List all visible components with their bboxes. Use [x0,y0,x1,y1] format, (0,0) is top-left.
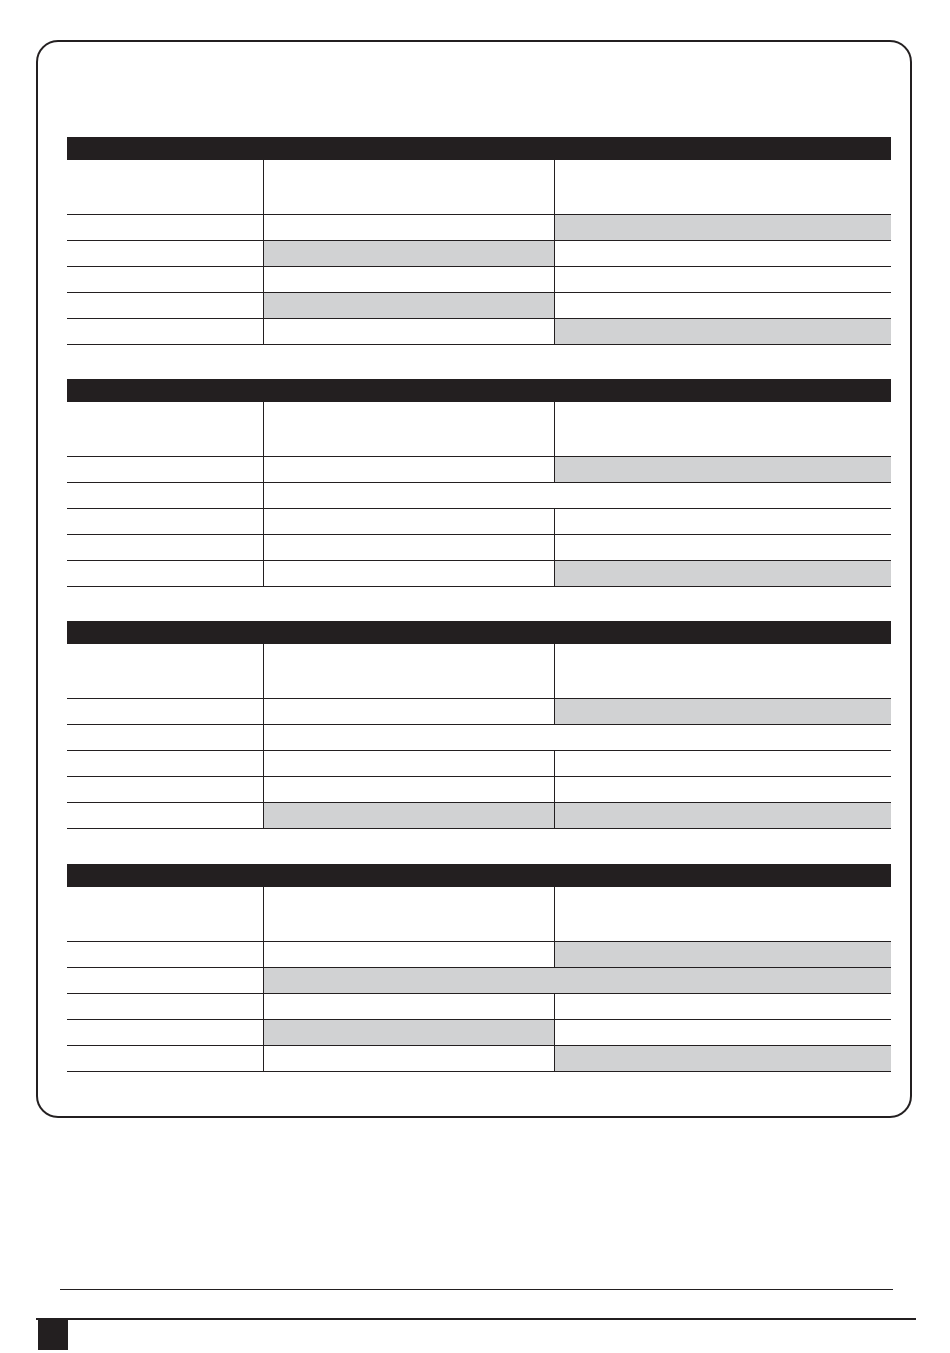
table-cell [554,293,891,318]
table-cell [554,402,891,456]
spec-table-3 [67,621,891,829]
table-cell [554,457,891,482]
table-cell [67,968,263,993]
table-cell [263,319,554,344]
table-cell [554,509,891,534]
table-cell [67,942,263,967]
table-cell [67,215,263,240]
table-cell [67,293,263,318]
table-row [67,699,891,725]
table-cell [67,1020,263,1045]
page-number-tab [38,1320,68,1350]
table-row [67,293,891,319]
table-cell [67,160,263,214]
table-cell [263,777,554,802]
table-cell [554,1046,891,1071]
table-cell [263,402,554,456]
table-row [67,535,891,561]
table-cell [554,644,891,698]
table-cell [263,509,554,534]
table-cell [554,160,891,214]
table-header-bar [67,621,891,644]
table-row [67,994,891,1020]
bottom-rule [36,1318,916,1320]
table-cell [263,699,554,724]
table-cell [67,994,263,1019]
table-row [67,215,891,241]
spec-table-4 [67,864,891,1072]
table-cell [67,509,263,534]
table-header-bar [67,137,891,160]
table-row [67,241,891,267]
table-cell [263,160,554,214]
table-row [67,887,891,942]
table-cell [263,644,554,698]
table-cell [263,215,554,240]
table-cell [67,887,263,941]
table-row [67,968,891,994]
table-row [67,483,891,509]
table-cell [67,751,263,776]
table-row [67,319,891,345]
table-cell [554,777,891,802]
table-cell [67,644,263,698]
table-cell [263,457,554,482]
table-cell [67,725,263,750]
table-cell [554,994,891,1019]
table-row [67,267,891,293]
table-cell [263,293,554,318]
table-cell [554,267,891,292]
table-cell [67,777,263,802]
spec-table-1 [67,137,891,345]
table-cell [67,319,263,344]
table-cell [263,725,891,750]
spec-table-2 [67,379,891,587]
table-header-bar [67,379,891,402]
table-cell [67,803,263,828]
table-cell [263,887,554,941]
table-cell [67,267,263,292]
table-cell [554,803,891,828]
table-cell [67,699,263,724]
table-row [67,1046,891,1072]
table-cell [263,942,554,967]
table-cell [554,942,891,967]
table-cell [67,241,263,266]
table-row [67,942,891,968]
table-header-bar [67,864,891,887]
table-cell [263,751,554,776]
table-cell [67,535,263,560]
table-cell [67,483,263,508]
table-cell [67,457,263,482]
table-cell [263,267,554,292]
table-cell [67,402,263,456]
table-cell [263,803,554,828]
table-cell [554,535,891,560]
table-cell [263,994,554,1019]
table-row [67,457,891,483]
table-cell [263,1046,554,1071]
table-cell [554,751,891,776]
table-row [67,777,891,803]
table-cell [554,215,891,240]
table-cell [263,483,891,508]
table-row [67,725,891,751]
table-row [67,644,891,699]
table-cell [263,1020,554,1045]
table-cell [554,319,891,344]
table-cell [554,699,891,724]
table-row [67,561,891,587]
table-row [67,751,891,777]
table-cell [554,241,891,266]
table-cell [263,535,554,560]
table-cell [67,1046,263,1071]
table-cell [263,561,554,586]
table-row [67,160,891,215]
table-cell [554,1020,891,1045]
table-cell [263,968,891,993]
table-cell [554,887,891,941]
footer-rule [60,1289,893,1290]
table-row [67,803,891,829]
table-cell [554,561,891,586]
table-row [67,509,891,535]
table-row [67,1020,891,1046]
table-cell [263,241,554,266]
table-cell [67,561,263,586]
table-row [67,402,891,457]
